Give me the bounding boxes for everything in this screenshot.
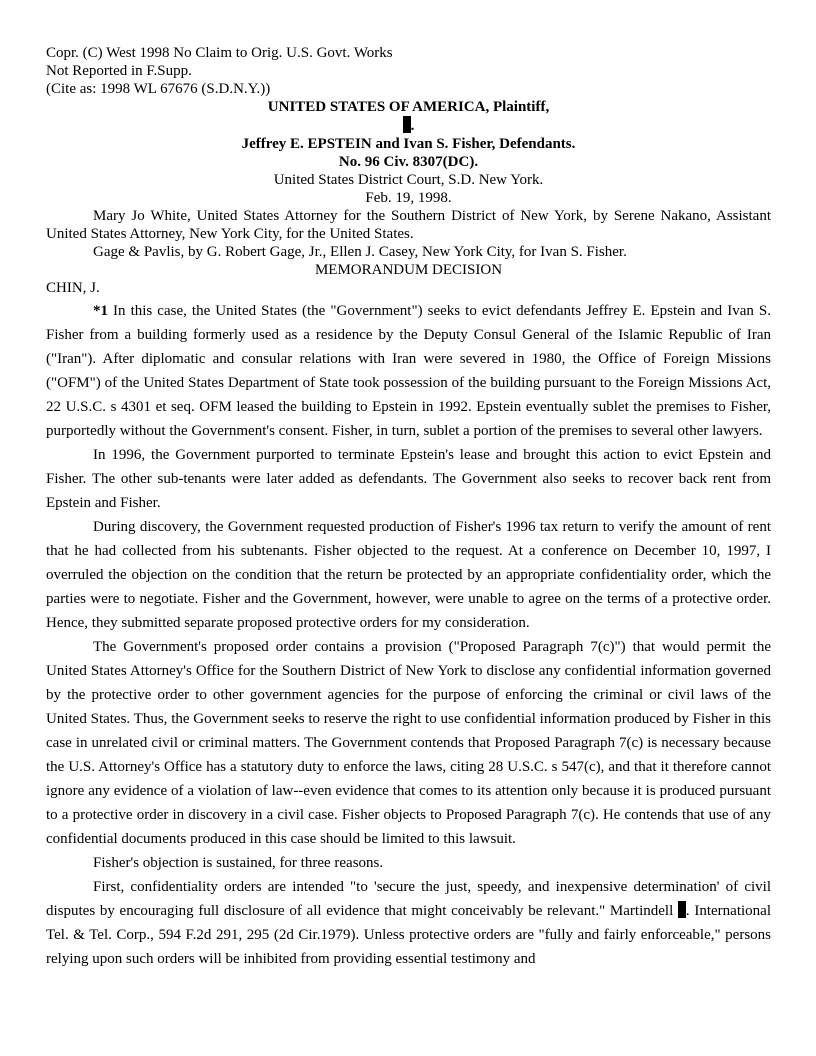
- report-status: Not Reported in F.Supp.: [46, 63, 192, 79]
- opinion-paragraph-2: In 1996, the Government purported to terminate Epstein's lease and brought this action to evict Epstein and Fisher. The other sub-tenants were later added as defendants. The Government also seeks to recover back rent from Epstein and Fisher.: [46, 447, 771, 511]
- counsel-section: [46, 207, 771, 261]
- paragraph-1-text: In this case, the United States (the "Government") seeks to evict defendants Jeffrey E. Epstein and Ivan S. Fisher from a building formerly used as a residence by the Deputy Consul General of the Islamic Republic of Iran ("Iran"). After diplomatic and consular relations with Iran were severed in 1980, the Office of Foreign Missions ("OFM") of the United States Department of State took possession of the building pursuant to the Foreign Missions Act, 22 U.S.C. s 4301 et seq. OFM leased the building to Epstein in 1992. Epstein eventually sublet the premises to Fisher, purportedly without the Government's consent. Fisher, in turn, sublet a portion of the premises to several other lawyers.: [46, 303, 771, 439]
- opinion-paragraph-6: [46, 875, 771, 971]
- docket-number: No. 96 Civ. 8307(DC).: [338, 154, 479, 170]
- opinion-body: [46, 299, 771, 971]
- decision-date: Feb. 19, 1998.: [365, 190, 452, 206]
- counsel-government: Mary Jo White, United States Attorney for the Southern District of New York, by Serene Nakano, Assistant United States Attorney, New York City, for the United States.: [46, 208, 771, 242]
- versus-period: .: [410, 118, 415, 134]
- opinion-paragraph-3: During discovery, the Government requested production of Fisher's 1996 tax return to verify the amount of rent that he had collected from his subtenants. Fisher objected to the request. At a conference on December 10, 1997, I overruled the objection on the condition that the return be protected by an appropriate confidentiality order, which the parties were to negotiate. Fisher and the Government, however, were unable to agree on the terms of a protective order. Hence, they submitted separate proposed protective orders for my consideration.: [46, 519, 771, 631]
- plaintiff-line: UNITED STATES OF AMERICA, Plaintiff,: [267, 99, 550, 115]
- opinion-paragraph-1: [46, 299, 771, 443]
- citation-line: (Cite as: 1998 WL 67676 (S.D.N.Y.)): [46, 81, 271, 97]
- defendants-line: Jeffrey E. EPSTEIN and Ivan S. Fisher, Defendants.: [241, 136, 576, 152]
- court-name: United States District Court, S.D. New York.: [273, 172, 544, 188]
- counsel-fisher: Gage & Pavlis, by G. Robert Gage, Jr., Ellen J. Casey, New York City, for Ivan S. Fisher.: [93, 244, 627, 260]
- star-page-marker: *1: [93, 303, 108, 319]
- case-caption: [46, 98, 771, 207]
- opinion-paragraph-4: The Government's proposed order contains a provision ("Proposed Paragraph 7(c)") that would permit the United States Attorney's Office for the Southern District of New York to disclose any confidential information governed by the protective order to other government agencies for the purpose of enforcing the criminal or civil laws of the United States. Thus, the Government seeks to reserve the right to use confidential information produced by Fisher in this case in unrelated civil or criminal matters. The Government contends that Proposed Paragraph 7(c) is necessary because the U.S. Attorney's Office has a statutory duty to enforce the laws, citing 28 U.S.C. s 547(c), and that it therefore cannot ignore any evidence of a violation of law--even evidence that comes to its attention only because it is produced pursuant to a protective order in discovery in a civil case. Fisher objects to Proposed Paragraph 7(c). He contends that use of any confidential documents produced in this case should be limited to this lawsuit.: [46, 639, 771, 847]
- paragraph-6-text-a: First, confidentiality orders are intended "to 'secure the just, speedy, and inexpensive determination' of civil disputes by encouraging full disclosure of all evidence that might conceivably be relevant." Martindell: [46, 879, 771, 919]
- judge-name: CHIN, J.: [46, 280, 100, 296]
- redaction-mark: [678, 901, 686, 918]
- paragraph-6-text-b: International Tel. & Tel. Corp., 594 F.2d 291, 295 (2d Cir.1979). Unless protective orders are "fully and fairly enforceable," persons relying upon such orders will be inhibited from providing essential testimony and: [46, 903, 771, 967]
- decision-title: MEMORANDUM DECISION: [314, 262, 503, 278]
- paragraph-6-mark: .: [685, 903, 690, 919]
- copyright-line: Copr. (C) West 1998 No Claim to Orig. U.S. Govt. Works: [46, 45, 393, 61]
- opinion-paragraph-5: Fisher's objection is sustained, for three reasons.: [93, 855, 384, 871]
- document-page: [46, 44, 771, 971]
- versus-line: [46, 116, 771, 135]
- redaction-mark: [403, 116, 411, 133]
- document-header: [46, 44, 771, 98]
